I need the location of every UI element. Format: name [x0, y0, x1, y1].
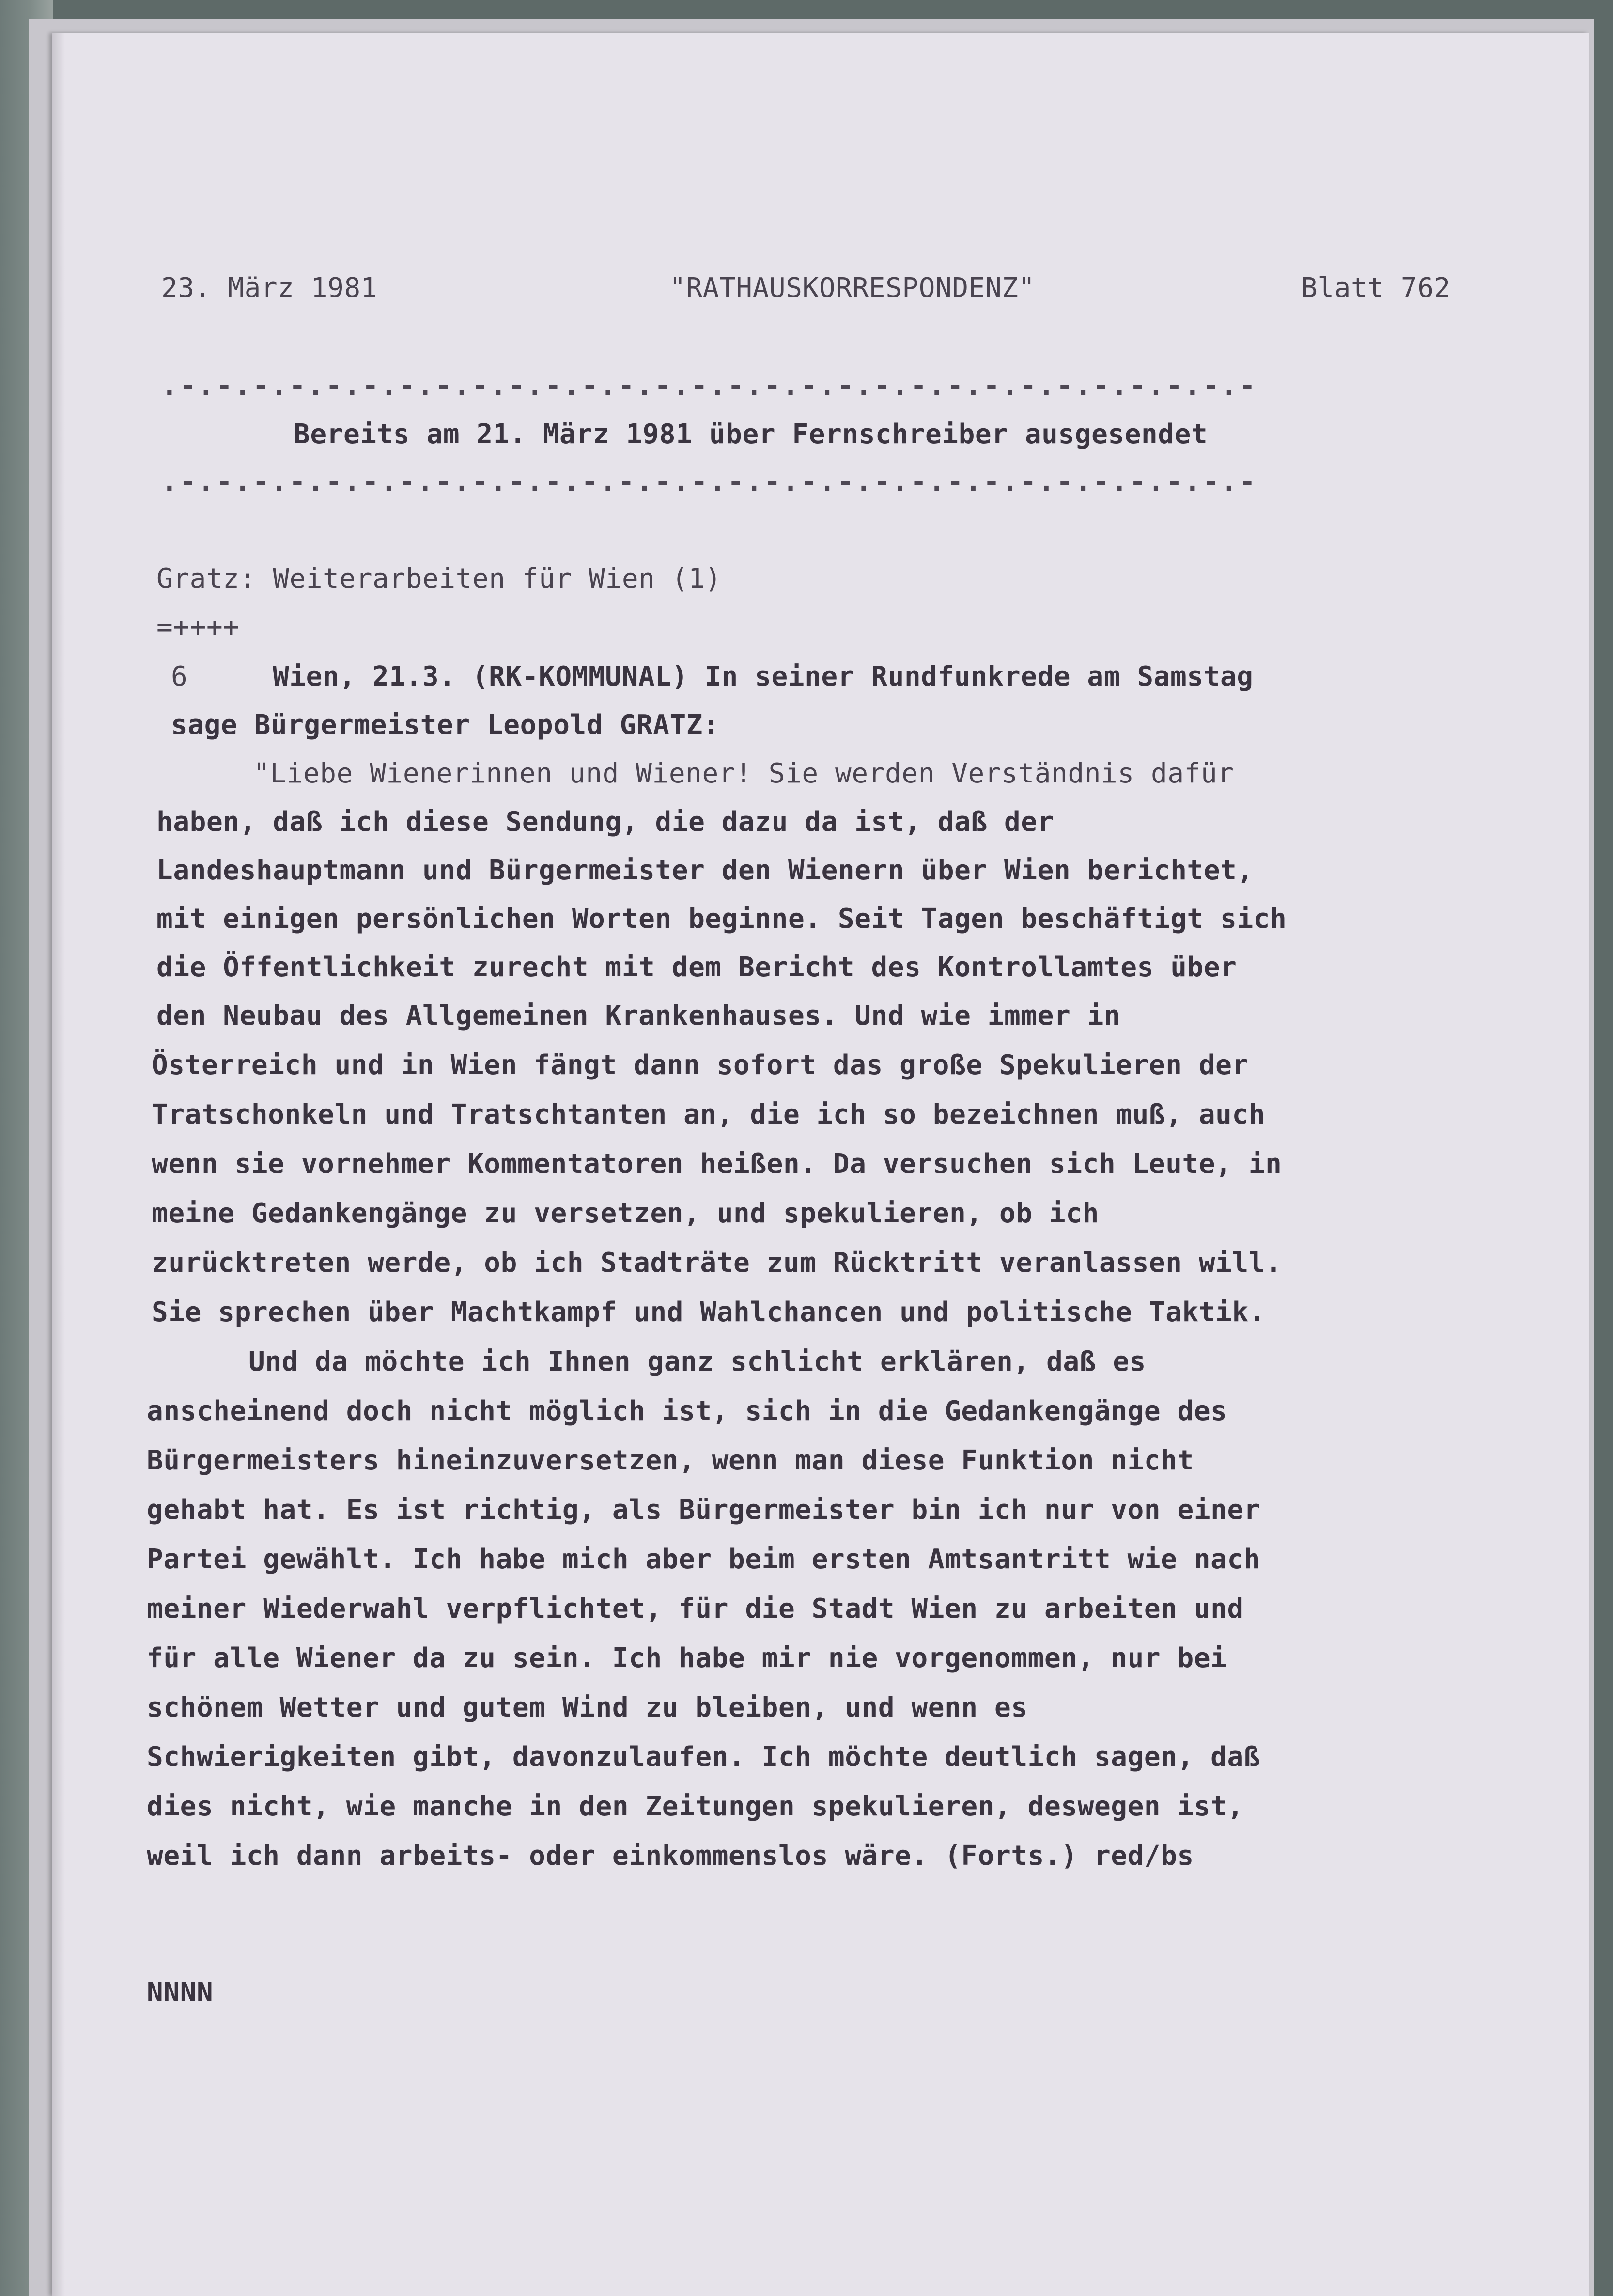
article-line: wenn sie vornehmer Kommentatoren heißen. Da versuchen sich Leute, in: [152, 1148, 1282, 1180]
article-line: Österreich und in Wien fängt dann sofort das große Spekulieren der: [152, 1049, 1249, 1081]
article-line: Partei gewählt. Ich habe mich aber beim ersten Amtsantritt wie nach: [147, 1544, 1261, 1575]
article-line: weil ich dann arbeits- oder einkommenslos wäre. (Forts.) red/bs: [147, 1840, 1194, 1872]
article-line: schönem Wetter und gutem Wind zu bleiben, und wenn es: [147, 1692, 1028, 1723]
article-line: Landeshauptmann und Bürgermeister den Wienern über Wien berichtet,: [156, 855, 1254, 886]
article-line: den Neubau des Allgemeinen Krankenhauses. Und wie immer in: [156, 1000, 1121, 1031]
article-marker: =++++: [156, 611, 240, 643]
article-line: meiner Wiederwahl verpflichtet, für die Stadt Wien zu arbeiten und: [147, 1593, 1244, 1624]
article-line: zurücktreten werde, ob ich Stadträte zum Rücktritt veranlassen will.: [152, 1247, 1282, 1279]
article-line: die Öffentlichkeit zurecht mit dem Bericht des Kontrollamtes über: [156, 952, 1237, 983]
article-line: Sie sprechen über Machtkampf und Wahlchancen und politische Taktik.: [152, 1296, 1266, 1328]
separator-top: .-.-.-.-.-.-.-.-.-.-.-.-.-.-.-.-.-.-.-.-.-.-.-.-.-.-.-.-.-.-: [161, 370, 1257, 402]
article-line: "Liebe Wienerinnen und Wiener! Sie werden Verständnis dafür: [253, 758, 1234, 789]
article-line: haben, daß ich diese Sendung, die dazu da ist, daß der: [156, 806, 1055, 838]
header-title: "RATHAUSKORRESPONDENZ": [669, 272, 1035, 304]
article-headline: Gratz: Weiterarbeiten für Wien (1): [156, 563, 722, 594]
article-line: mit einigen persönlichen Worten beginne. Seit Tagen beschäftigt sich: [156, 903, 1287, 935]
article-number: 6: [171, 661, 188, 692]
article-line: Schwierigkeiten gibt, davonzulaufen. Ich möchte deutlich sagen, daß: [147, 1741, 1261, 1773]
page-fold-shadow: [52, 33, 65, 2296]
article-line: Wien, 21.3. (RK-KOMMUNAL) In seiner Rundfunkrede am Samstag: [273, 661, 1254, 692]
article-line: Tratschonkeln und Tratschtanten an, die ich so bezeichnen muß, auch: [152, 1099, 1266, 1130]
broadcast-note: Bereits am 21. März 1981 über Fernschreiber ausgesendet: [294, 419, 1208, 450]
end-marker: NNNN: [147, 1977, 214, 2008]
article-line: sage Bürgermeister Leopold GRATZ:: [171, 709, 720, 741]
article-line: für alle Wiener da zu sein. Ich habe mir nie vorgenommen, nur bei: [147, 1642, 1227, 1674]
article-line: gehabt hat. Es ist richtig, als Bürgermeister bin ich nur von einer: [147, 1494, 1261, 1526]
header-date: 23. März 1981: [161, 272, 378, 304]
header-sheet-number: Blatt 762: [1301, 272, 1451, 304]
article-line: Und da möchte ich Ihnen ganz schlicht erklären, daß es: [248, 1346, 1147, 1377]
article-line: anscheinend doch nicht möglich ist, sich in die Gedankengänge des: [147, 1395, 1227, 1427]
article-line: dies nicht, wie manche in den Zeitungen spekulieren, deswegen ist,: [147, 1791, 1244, 1822]
article-line: meine Gedankengänge zu versetzen, und spekulieren, ob ich: [152, 1198, 1099, 1229]
separator-bottom: .-.-.-.-.-.-.-.-.-.-.-.-.-.-.-.-.-.-.-.-.-.-.-.-.-.-.-.-.-.-: [161, 466, 1257, 498]
article-line: Bürgermeisters hineinzuversetzen, wenn man diese Funktion nicht: [147, 1445, 1194, 1476]
